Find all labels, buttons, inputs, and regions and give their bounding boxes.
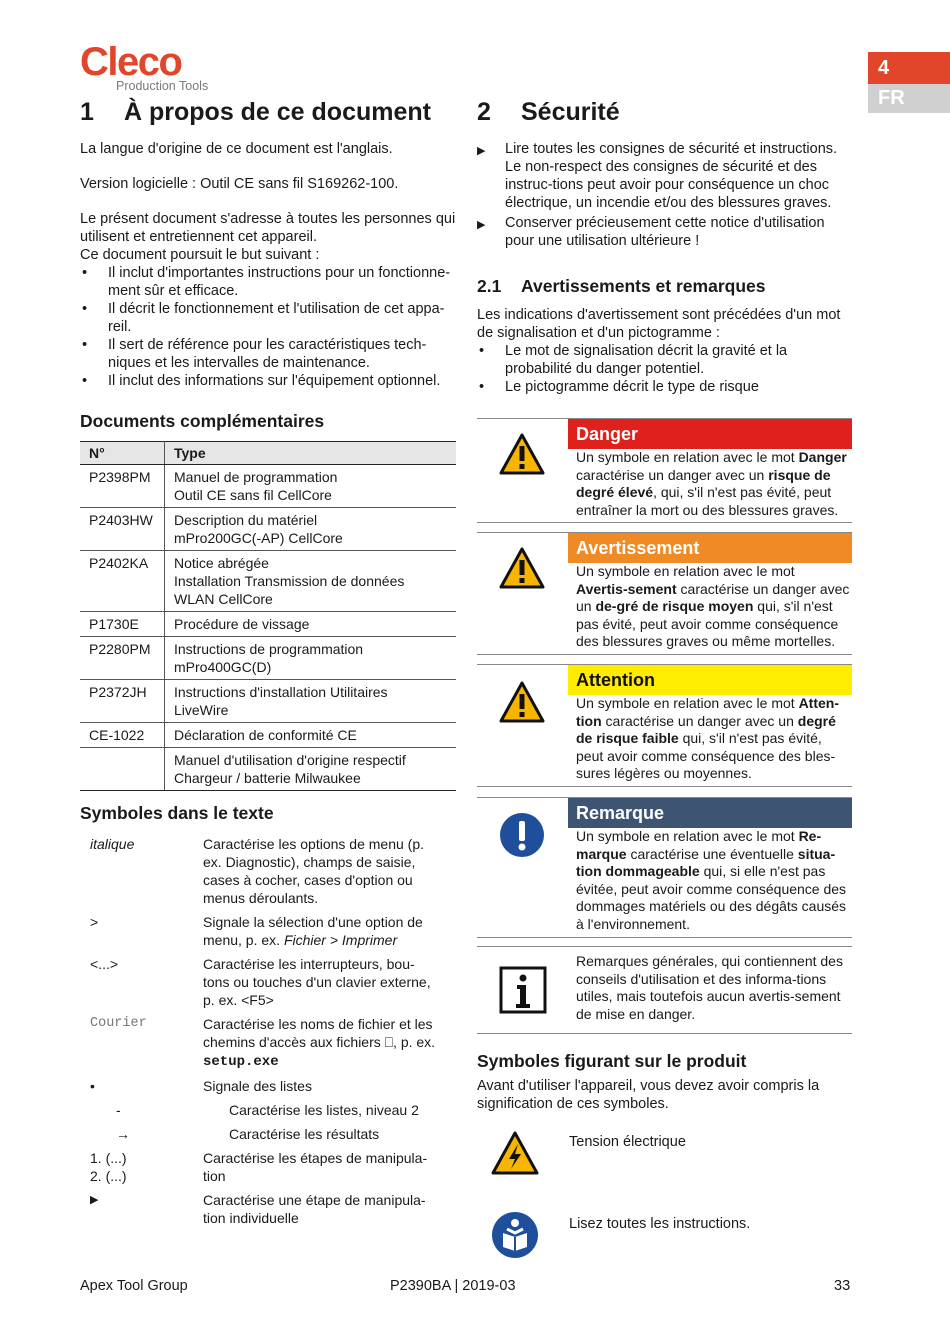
purpose-list	[80, 264, 456, 390]
table-row	[80, 612, 456, 637]
docs-heading: Documents complémentaires	[80, 411, 325, 431]
product-symbols-intro: Avant d'utiliser l'appareil, vous devez avoir compris la signification de ces symboles.	[477, 1078, 820, 1112]
doc-number	[80, 748, 165, 791]
cleco-logo	[80, 42, 208, 93]
list-item: • Le mot de signalisation décrit la gravité et la probabilité du danger potentiel.	[477, 342, 852, 378]
list-item: ▶ Lire toutes les consignes de sécurité et instructions. Le non-respect des consignes de sécurité et des instruc-tions peut avoir pour conséquence un choc électrique, un incendie et/ou des blessures graves.	[477, 140, 852, 212]
table-row	[80, 508, 456, 551]
table-row	[80, 723, 456, 748]
section-2-1-body: Les indications d'avertissement sont précédées d'un mot de signalisation et d'un pictogramme : • Le mot de signalisation décrit la gravité et la probabilité du danger potentiel. • Le pictogramme décrit le type de risque	[477, 306, 852, 396]
doc-type: Description du matériel mPro200GC(-AP) CellCore	[165, 508, 457, 551]
list-item: • Il décrit le fonctionnement et l'utilisation de cet appa-reil.	[80, 300, 456, 336]
attention-label: Attention	[568, 665, 852, 695]
list-item: • Il inclut des informations sur l'équipement optionnel.	[80, 372, 456, 390]
info-text: Remarques générales, qui contiennent des conseils d'utilisation et des informa-tions utiles, mais toutefois aucun avertis-sement de mise en danger.	[576, 953, 843, 1022]
danger-label: Danger	[568, 419, 852, 449]
info-icon	[499, 966, 547, 1014]
read-manual-icon	[491, 1211, 539, 1259]
remarque-text: Un symbole en relation avec le mot Re-marque caractérise une éventuelle situa-tion dommageable qui, si elle n'est pas évitée, peut avoir comme conséquence des dommages matériels ou des dégâts causés à l'environnement.	[576, 828, 847, 932]
doc-number: P2403HW	[80, 508, 165, 551]
list-item: • Il inclut d'importantes instructions pour un fonctionne-ment sûr et efficace.	[80, 264, 456, 300]
doc-type: Manuel de programmation Outil CE sans fil CellCore	[165, 465, 457, 508]
notice-exclamation-icon	[499, 812, 545, 858]
avertissement-text: Un symbole en relation avec le mot Avertis-sement caractérise un danger avec un de-gré de risque moyen qui, s'il n'est pas évité, peut avoir comme conséquence des blessures graves ou même mortelles.	[576, 563, 850, 650]
list-item: ▶ Conserver précieusement cette notice d'utilisation pour une utilisation ultérieure !	[477, 214, 852, 250]
info-block	[477, 946, 852, 1034]
section-2-title: 2 Sécurité	[477, 98, 620, 126]
electric-voltage-icon	[491, 1131, 539, 1175]
doc-number: P2280PM	[80, 637, 165, 680]
section-2-body	[477, 140, 852, 252]
doc-type: Déclaration de conformité CE	[165, 723, 457, 748]
footer-company: Apex Tool Group	[80, 1278, 188, 1294]
section-1-title: 1 À propos de ce document	[80, 98, 431, 126]
attention-block	[477, 664, 852, 787]
symbols-heading: Symboles dans le texte	[80, 803, 274, 823]
logo-subtitle: Production Tools	[116, 79, 209, 93]
language-tab: FR	[868, 84, 950, 113]
section-2-1-title: 2.1 Avertissements et remarques	[477, 276, 766, 296]
remarque-label: Remarque	[568, 798, 852, 828]
logo-wordmark: Cleco	[80, 40, 182, 84]
warning-triangle-icon	[499, 547, 545, 589]
attention-text: Un symbole en relation avec le mot Atten-tion caractérise un danger avec un degré de risque faible qui, s'il n'est pas évité, peut avoir comme conséquence des bles-sures légères ou moyennes.	[576, 695, 839, 782]
table-row	[80, 748, 456, 791]
docs-table: N° Type P2398PM Manuel de programmation Outil CE sans fil CellCore P2403HW Description du matériel mPro200GC(-AP) CellCore P2402KA Notice abrégée Installation Transmission de données WLAN CellCore P1730E Procédure de vissage P2280PM Instructions de programmation mPro400GC(D) P2372JH Instructions d'installation Utilitaires LiveWire CE-1022 Déclaration de conformité CE Manuel d'utilisation d'origine respectif Chargeur / batterie Milwaukee	[80, 441, 456, 791]
doc-type: Procédure de vissage	[165, 612, 457, 637]
product-symbols-heading: Symboles figurant sur le produit	[477, 1051, 747, 1071]
doc-number: P1730E	[80, 612, 165, 637]
doc-number: P2372JH	[80, 680, 165, 723]
remarque-block	[477, 797, 852, 938]
footer-doc-id: P2390BA | 2019-03	[390, 1278, 516, 1294]
avertissement-label: Avertissement	[568, 533, 852, 563]
doc-type: Notice abrégée Installation Transmission de données WLAN CellCore	[165, 551, 457, 612]
table-row	[80, 680, 456, 723]
table-row	[80, 465, 456, 508]
danger-block	[477, 418, 852, 523]
chapter-tab-number: 4	[868, 52, 950, 84]
tension-label: Tension électrique	[569, 1134, 686, 1150]
doc-type: Manuel d'utilisation d'origine respectif Chargeur / batterie Milwaukee	[165, 748, 457, 791]
avertissement-block	[477, 532, 852, 655]
table-row	[80, 551, 456, 612]
symbols-list: italique Caractérise les options de menu (p. ex. Diagnostic), champs de saisie, cases à cocher, cases d'option ou menus déroulants. > Signale la sélection d'une option de menu, p. ex. Fichier > Imprimer <...> Caractérise les interrupteurs, bou-tons ou touches d'un clavier externe, p. ex. <F5> Courier Caractérise les noms de fichier et les chemins d'accès aux fichiers ⎕, p. ex. setup.exe • Signale des listes - Caractérise les listes, niveau 2 → Caractérise les résultats 1. (...) 2. (...) Caractérise les étapes de manipula-tion ▶ Caractérise une étape de manipula-tion individuelle	[90, 836, 436, 1226]
table-row	[80, 637, 456, 680]
page-number: 33	[834, 1278, 851, 1294]
doc-type: Instructions de programmation mPro400GC(D)	[165, 637, 457, 680]
list-item: • Il sert de référence pour les caractéristiques tech-niques et les intervalles de maintenance.	[80, 336, 456, 372]
doc-type: Instructions d'installation Utilitaires LiveWire	[165, 680, 457, 723]
section-1-body: La langue d'origine de ce document est l'anglais. Version logicielle : Outil CE sans fil S169262-100. Le présent document s'adresse à toutes les personnes qui utilisent et entretiennent cet appareil. Ce document poursuit le but suivant : • Il inclut d'importantes instructions pour un fonctionne-ment sûr et efficace. • Il décrit le fonctionnement et l'utilisation de cet appa-reil. • Il sert de référence pour les caractéristiques tech-niques et les intervalles de maintenance. • Il inclut des informations sur l'équipement optionnel.	[80, 140, 456, 390]
danger-text: Un symbole en relation avec le mot Danger caractérise un danger avec un risque de degré élevé, qui, s'il n'est pas évité, peut entraîner la mort ou des blessures graves.	[576, 449, 847, 518]
warning-triangle-icon	[499, 433, 545, 475]
doc-number: CE-1022	[80, 723, 165, 748]
doc-number: P2402KA	[80, 551, 165, 612]
doc-number: P2398PM	[80, 465, 165, 508]
read-instructions-label: Lisez toutes les instructions.	[569, 1216, 751, 1232]
warning-triangle-icon	[499, 681, 545, 723]
list-item: • Le pictogramme décrit le type de risque	[477, 378, 852, 396]
